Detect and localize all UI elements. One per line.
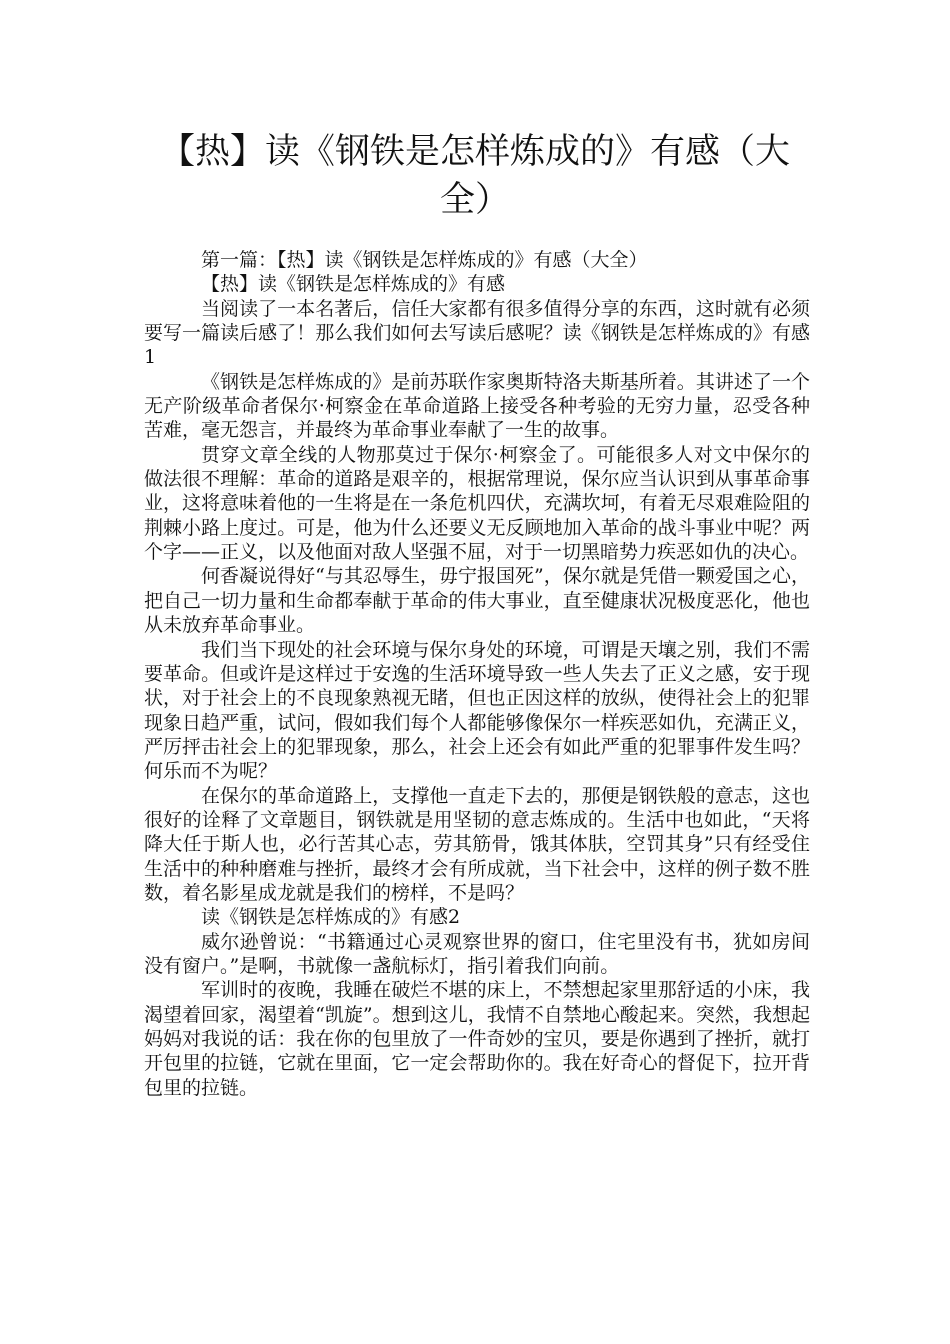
paragraph-3: 当阅读了一本名著后，信任大家都有很多值得分享的东西，这时就有必须要写一篇读后感了！那么我们如何去写读后感呢？读《钢铁是怎样炼成的》有感1 [144, 297, 810, 369]
paragraph-1: 第一篇：【热】读《钢铁是怎样炼成的》有感（大全） [201, 249, 648, 271]
paragraph-10: 威尔逊曾说：“书籍通过心灵观察世界的窗口，住宅里没有书，犹如房间没有窗户。”是啊，书就像一盏航标灯，指引着我们向前。 [144, 930, 810, 977]
paragraph-4: 《钢铁是怎样炼成的》是前苏联作家奥斯特洛夫斯基所着。其讲述了一个无产阶级革命者保尔·柯察金在革命道路上接受各种考验的无穷力量，忍受各种苦难，毫无怨言，并最终为革命事业奉献了一生的故事。 [144, 370, 810, 442]
paragraph-11: 军训时的夜晚，我睡在破烂不堪的床上，不禁想起家里那舒适的小床，我渴望着回家，渴望着“凯旋”。想到这儿，我情不自禁地心酸起来。突然，我想起妈妈对我说的话：我在你的包里放了一件奇妙的宝贝，要是你遇到了挫折，就打开包里的拉链，它就在里面，它一定会帮助你的。我在好奇心的督促下，拉开背包里的拉链。 [144, 979, 810, 1099]
document-body [144, 248, 810, 1100]
paragraph-5: 贯穿文章全线的人物那莫过于保尔·柯察金了。可能很多人对文中保尔的做法很不理解：革命的道路是艰辛的，根据常理说，保尔应当认识到从事革命事业，这将意味着他的一生将是在一条危机四伏，充满坎坷，有着无尽艰难险阻的荆棘小路上度过。可是，他为什么还要义无反顾地加入革命的战斗事业中呢？两个字——正义，以及他面对敌人坚强不屈，对于一切黑暗势力疾恶如仇的决心。 [144, 443, 810, 564]
page-title: 【热】读《钢铁是怎样炼成的》有感（大全） [159, 132, 790, 220]
paragraph-8: 在保尔的革命道路上，支撑他一直走下去的，那便是钢铁般的意志，这也很好的诠释了文章题目，钢铁就是用坚韧的意志炼成的。生活中也如此，“天将降大任于斯人也，必行苦其心志，劳其筋骨，饿其体肤，空罚其身”只有经受住生活中的种种磨难与挫折，最终才会有所成就，当下社会中，这样的例子数不胜数，着名影星成龙就是我们的榜样，不是吗？ [144, 784, 810, 904]
paragraph-7: 我们当下现处的社会环境与保尔身处的环境，可谓是天壤之别，我们不需要革命。但或许是这样过于安逸的生活环境导致一些人失去了正义之感，安于现状，对于社会上的不良现象熟视无睹，但也正因这样的放纵，使得社会上的犯罪现象日趋严重，试问，假如我们每个人都能够像保尔一样疾恶如仇，充满正义，严厉抨击社会上的犯罪现象，那么，社会上还会有如此严重的犯罪事件发生吗？何乐而不为呢？ [144, 638, 810, 783]
paragraph-2: 【热】读《钢铁是怎样炼成的》有感 [201, 273, 506, 296]
paragraph-9: 读《钢铁是怎样炼成的》有感2 [201, 906, 461, 929]
paragraph-6: 何香凝说得好“与其忍辱生，毋宁报国死”，保尔就是凭借一颗爱国之心，把自己一切力量和生命都奉献于革命的伟大事业，直至健康状况极度恶化，他也从未放弃革命事业。 [144, 565, 810, 637]
